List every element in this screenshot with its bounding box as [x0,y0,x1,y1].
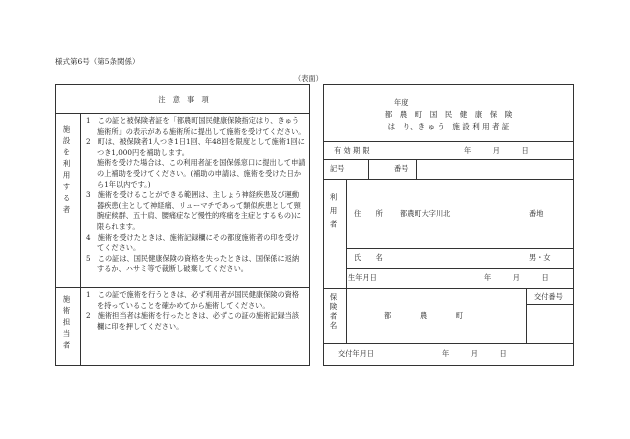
certificate-card [323,84,574,366]
birth-label: 生年月日 [348,273,377,282]
banchi-label: 番地 [529,209,544,218]
insurer-label: 保険者名 [329,293,338,331]
note-4: 4 施術を受けたときは、施術記録欄にその都度施術者の印を受けてください。 [86,232,300,253]
notes-header: 注 意 事 項 [158,95,209,104]
gender-value: 男・女 [529,253,551,262]
note-5: 5 この証は、国民健康保険の資格を失ったときは、国保係に返納するか、ハサミ等で裁断し破棄してください。 [86,253,300,274]
side-label: （表面） [294,74,323,83]
title-line-1: 都 農 町 国 民 健 康 保 険 [384,110,513,119]
validity-label: 有 効 期 限 [334,146,370,155]
user-section-label: 施設を利用する者 [62,125,71,217]
notes-table [55,84,310,366]
bango-label: 番号 [394,164,409,173]
address-label: 住 所 [354,209,383,218]
koufu-number-label: 交付番号 [534,292,563,301]
user-notes [86,116,306,275]
birth-value: 年 月 日 [484,273,549,282]
address-value: 都農町大字川北 [400,209,451,218]
note-2: 2 町は、被保険者1人つき1日1回、年48回を限度として施術1回につき1,000円を補助します。 [86,137,305,157]
practitioner-section-label: 施術担当者 [62,295,71,353]
title-line-2: は り、き ゅ う 施 設 利 用 者 証 [387,122,510,131]
practitioner-note-2: 2 施術担当者は施術を行ったときは、必ずこの証の施術記録当該欄に印を押してください。 [86,311,300,331]
note-2-sub: 施術を受けた場合は、この利用者証を国保係窓口に提出して申請の上補助を受けてください。(補助の申請は、施術を受けた日から1年以内です。) [97,158,306,189]
note-3: 3 施術を受けることができる範囲は、主しょう神経疾患及び運動器疾患(主として神経痛、リューマチであって類似疾患として頸腕症候群、五十肩、腰痛症など慢性的疼痛を主症とするもの)に限られます。 [86,190,302,231]
user-label: 利用者 [329,193,338,234]
validity-value: 年 月 日 [464,146,529,155]
kigo-label: 記号 [330,164,345,173]
practitioner-note-1: 1 この証で施術を行うときは、必ず利用者が国民健康保険の資格を持っていることを確かめてから施術してください。 [86,290,300,310]
form-number: 様式第6号（第5条関係） [55,57,140,66]
issue-date-value: 年 月 日 [442,349,507,358]
note-1: 1 この証と被保険者証を「都農町国民健康保険指定はり、きゅう施術所」の表示がある施術所に提出して施術を受けてください。 [86,116,306,136]
issue-date-label: 交付年月日 [338,349,374,358]
insurer-value: 都 農 町 [384,311,464,320]
name-label: 氏 名 [354,253,383,262]
practitioner-notes [86,290,306,332]
year-label: 年度 [394,98,409,107]
